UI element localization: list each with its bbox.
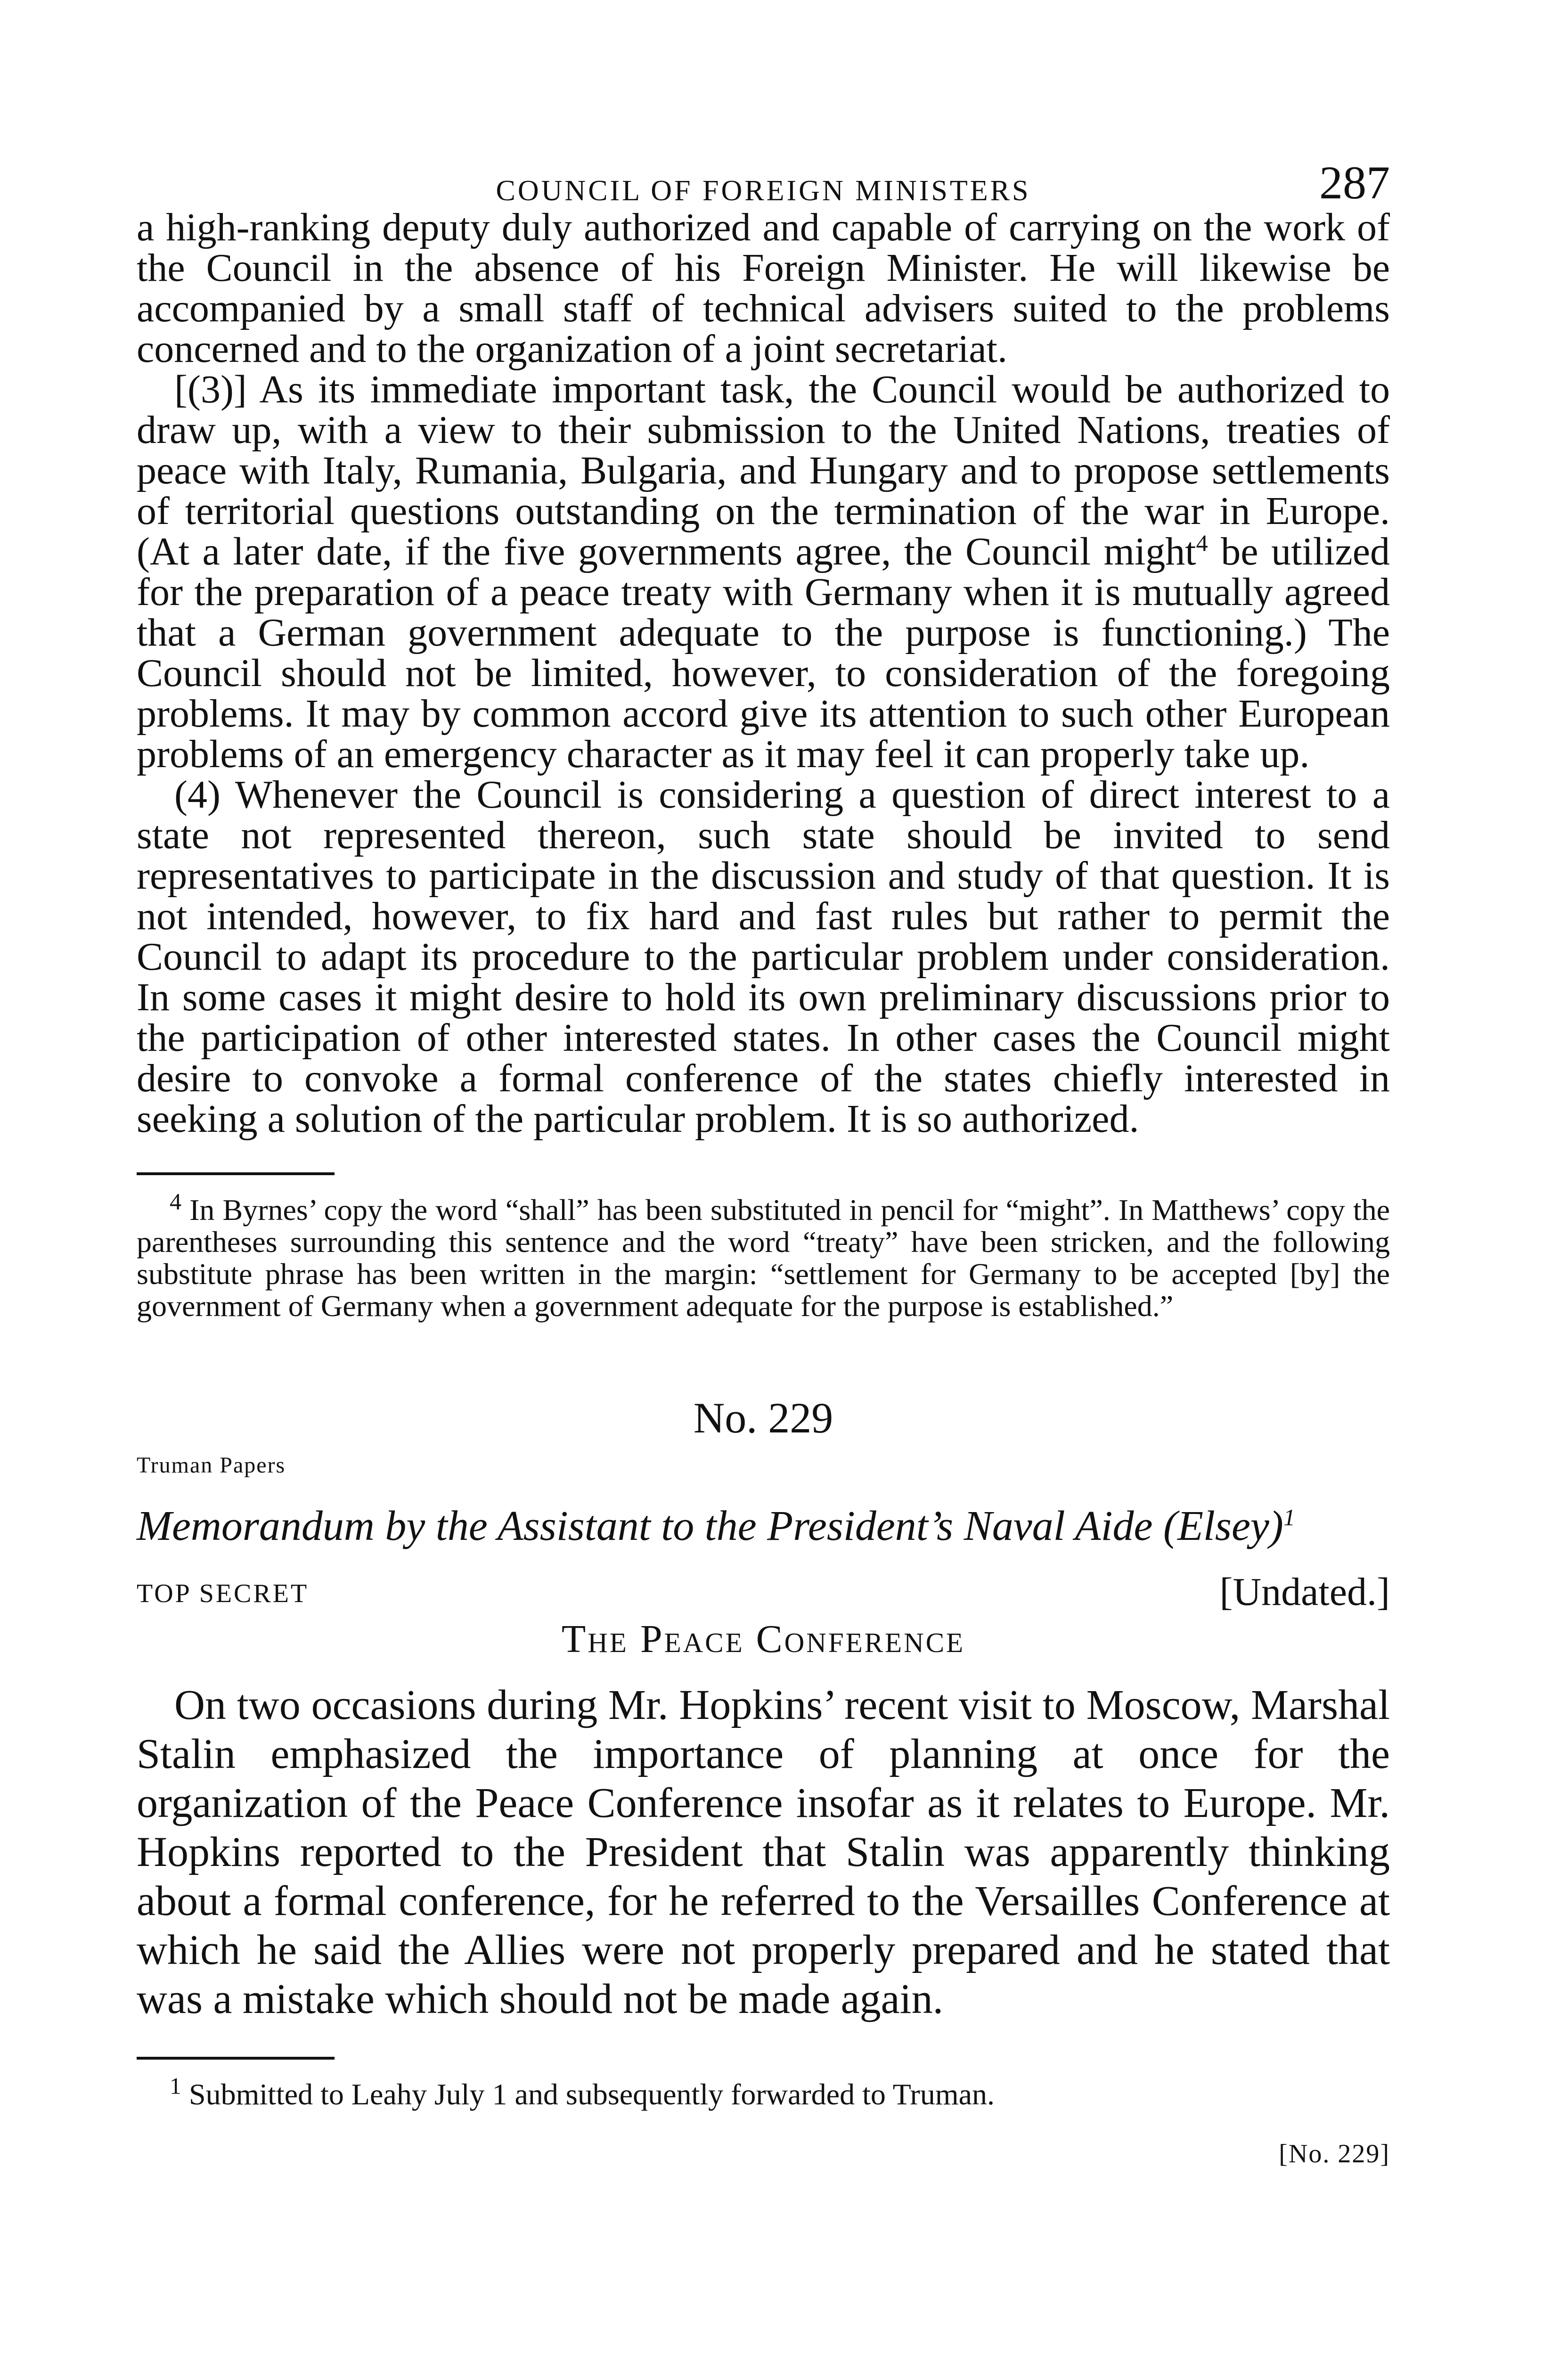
footnote-rule (137, 2057, 335, 2060)
footnote-marker: 4 (170, 1188, 181, 1215)
section-heading: The Peace Conference (561, 1617, 965, 1661)
footnote-4 (137, 1188, 1390, 1323)
document-title-text: Memorandum by the Assistant to the President’s Naval Aide (Elsey) (137, 1503, 1283, 1549)
running-title: COUNCIL OF FOREIGN MINISTERS (496, 175, 1031, 207)
paragraph-text: [(3)] As its immediate important task, the Council would be authorized to draw up, with a view to their submission to the United Nations, treaties of peace with Italy, Rumania, Bulgaria, and Hungary and to propose settlements of territorial questions outstanding on the termination of the war in Europe. (At a later date, if the five governments agree, the Council might (137, 368, 1390, 573)
document-page (137, 155, 1390, 2169)
footnote-reference-4[interactable]: 4 (1196, 530, 1208, 556)
footnote-marker: 1 (170, 2072, 181, 2099)
document-number: No. 229 (693, 1394, 833, 1442)
footnote-text: In Byrnes’ copy the word “shall” has been substituted in pencil for “might”. In Matthews’ copy the parentheses surrounding this sentence and the word “treaty” have been stricken, and the following substitute phrase has been written in the margin: “settlement for Germany to be accepted [by] the government of Germany when a government adequate for the purpose is established.” (137, 1193, 1390, 1323)
footnote-rule (137, 1172, 335, 1175)
footnote-1 (137, 2072, 1390, 2111)
page-number: 287 (1319, 156, 1390, 209)
running-head (137, 155, 1390, 207)
footnote-text: Submitted to Leahy July 1 and subsequently forwarded to Truman. (181, 2078, 995, 2111)
document-date: [Undated.] (1219, 1570, 1390, 1614)
footnote-reference-1[interactable]: 1 (1283, 1504, 1295, 1530)
classification: TOP SECRET (137, 1579, 309, 1608)
paragraph-immediate-task (137, 369, 1390, 775)
document-source: Truman Papers (137, 1453, 286, 1478)
classification-line (137, 1569, 1390, 1616)
paragraph-text: be utilized for the preparation of a peace treaty with Germany when it is mutually agreed that a German government adequate to the purpose is functioning.) The Council should not be limited, however, to consideration of the foregoing problems. It may by common accord give its attention to such other European problems of an emergency character as it may feel it can properly take up. (137, 530, 1390, 776)
paragraph-direct-interest: (4) Whenever the Council is considering a question of direct interest to a state not represented thereon, such state should be invited to send representatives to participate in the discussion and study of that question. It is not intended, however, to fix hard and fast rules but rather to permit the Council to adapt its procedure to the particular problem under consideration. In some cases it might desire to hold its own preliminary discussions prior to the participation of other interested states. In other cases the Council might desire to convoke a formal conference of the states chiefly interested in seeking a solution of the particular problem. It is so authorized. (137, 773, 1390, 1141)
council-text (137, 207, 1390, 1139)
document-signpost: [No. 229] (1279, 2139, 1390, 2168)
memo-paragraph: On two occasions during Mr. Hopkins’ recent visit to Moscow, Marshal Stalin emphasized the importance of planning at once for the organization of the Peace Conference insofar as it relates to Europe. Mr. Hopkins reported to the President that Stalin was apparently thinking about a formal conference, for he referred to the Versailles Conference at which he said the Allies were not properly prepared and he stated that was a mistake which should not be made again. (137, 1682, 1390, 2022)
document-title (137, 1502, 1390, 1550)
paragraph-deputy: a high-ranking deputy duly authorized and capable of carrying on the work of the Council in the absence of his Foreign Minister. He will likewise be accompanied by a small staff of technical advisers suited to the problems concerned and to the organization of a joint secretariat. (137, 205, 1390, 371)
